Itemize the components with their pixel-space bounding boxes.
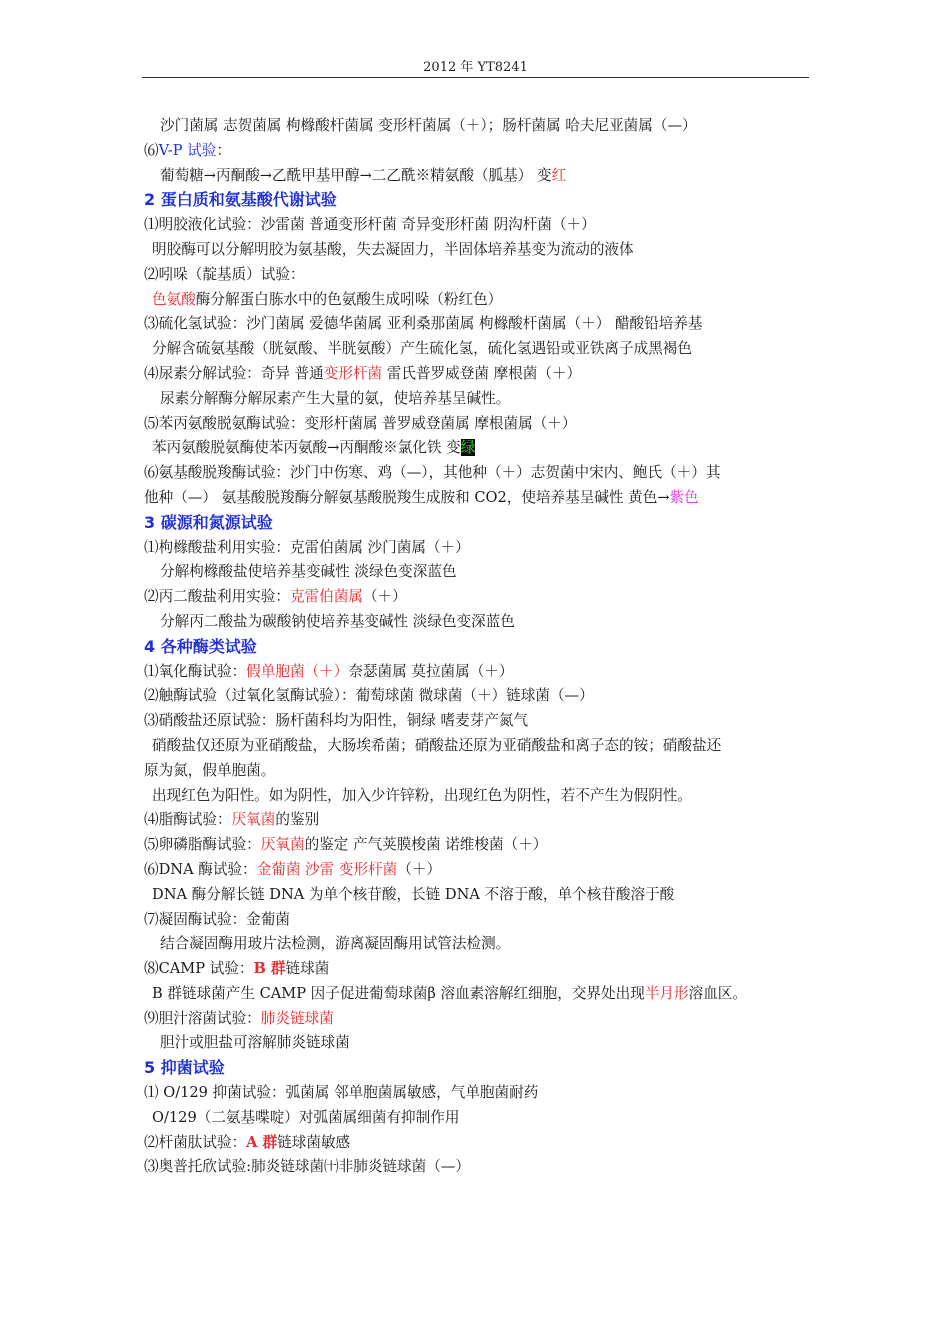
text-segment: 雷氏普罗威登菌 摩根菌（＋）: [382, 364, 582, 382]
text-line: [144, 759, 808, 784]
header-rule: [142, 77, 809, 78]
text-segment: 明胶酶可以分解明胶为氨基酸，失去凝固力，半固体培养基变为流动的液体: [152, 240, 634, 258]
text-line: [144, 610, 808, 635]
text-line: [144, 1081, 808, 1106]
text-line: [144, 1106, 808, 1131]
text-segment: 4 各种酶类试验: [144, 636, 257, 656]
text-segment: 半月形: [644, 984, 689, 1002]
text-line: [144, 1007, 808, 1032]
text-segment: ⑹氨基酸脱羧酶试验：沙门中伤寒、鸡（—），其他种（＋）志贺菌中宋内、鲍氏（＋）其: [144, 464, 721, 482]
text-segment: 链球菌敏感: [277, 1133, 351, 1151]
text-segment: （＋）: [362, 588, 407, 606]
text-line: [144, 536, 808, 561]
text-segment: ⑹DNA 酶试验：: [144, 860, 257, 878]
text-segment: 肺炎链球菌: [260, 1009, 334, 1027]
text-line: [144, 486, 808, 511]
text-line: [144, 288, 808, 313]
text-line: [144, 461, 808, 486]
text-line: [144, 387, 808, 412]
text-segment: ⑴枸橼酸盐利用实验：克雷伯菌属 沙门菌属（＋）: [144, 538, 470, 556]
text-segment: 变形杆菌: [323, 364, 383, 382]
text-segment: 硝酸盐仅还原为亚硝酸盐，大肠埃希菌；硝酸盐还原为亚硝酸盐和离子态的铵；硝酸盐还: [152, 736, 722, 754]
text-segment: ⑼胆汁溶菌试验：: [144, 1009, 261, 1027]
text-segment: ⑶硝酸盐还原试验：肠杆菌科均为阳性，铜绿 嗜麦芽产氮气: [144, 712, 529, 730]
text-segment: 原为氮，假单胞菌。: [144, 761, 276, 779]
text-segment: ⑵触酶试验（过氧化氢酶试验）：葡萄球菌 微球菌（＋）链球菌（—）: [144, 687, 594, 705]
text-segment: ⑻CAMP 试验：: [144, 960, 254, 978]
text-line: [144, 362, 808, 387]
text-segment: 的鉴定 产气荚膜梭菌 诺维梭菌（＋）: [304, 836, 548, 854]
text-line: [144, 858, 808, 883]
text-segment: ⑴ O/129 抑菌试验：弧菌属 邻单胞菌属敏感，气单胞菌耐药: [144, 1084, 539, 1102]
text-segment: V-P 试验: [158, 141, 217, 159]
text-line: [144, 164, 808, 189]
text-segment: 结合凝固酶用玻片法检测，游离凝固酶用试管法检测。: [160, 935, 511, 953]
text-segment: 厌氧菌: [231, 811, 276, 829]
text-segment: ：: [216, 141, 231, 159]
text-segment: ⑷脂酶试验：: [144, 811, 232, 829]
text-segment: 2 蛋白质和氨基酸代谢试验: [144, 190, 337, 210]
text-line: [144, 560, 808, 585]
text-segment: DNA 酶分解长链 DNA 为单个核苷酸，长链 DNA 不溶于酸，单个核苷酸溶于酸: [152, 885, 675, 903]
text-segment: B 群: [253, 960, 286, 978]
text-line: [144, 263, 808, 288]
text-segment: 厌氧菌: [260, 836, 305, 854]
section-heading: [144, 635, 808, 660]
text-line: [144, 883, 808, 908]
text-line: [144, 957, 808, 982]
text-line: [144, 833, 808, 858]
text-segment: 溶血区。: [688, 984, 747, 1002]
text-segment: 克雷伯菌属: [289, 588, 363, 606]
section-heading: [144, 188, 808, 213]
text-line: [144, 412, 808, 437]
text-segment: 尿素分解酶分解尿素产生大量的氨，使培养基呈碱性。: [160, 389, 511, 407]
text-segment: 分解枸橼酸盐使培养基变碱性 淡绿色变深蓝色: [160, 563, 457, 581]
text-line: [144, 337, 808, 362]
text-segment: ⑸卵磷脂酶试验：: [144, 836, 261, 854]
text-segment: ⑵丙二酸盐利用实验：: [144, 588, 290, 606]
text-segment: ⑶奥普托欣试验:肺炎链球菌㈩非肺炎链球菌（—）: [144, 1158, 470, 1176]
text-segment: 分解丙二酸盐为碳酸钠使培养基变碱性 淡绿色变深蓝色: [160, 612, 515, 630]
text-segment: 5 抑菌试验: [144, 1058, 225, 1078]
text-segment: ⑹: [144, 141, 159, 159]
text-segment: 沙门菌属 志贺菌属 枸橼酸杆菌属 变形杆菌属（＋）；肠杆菌属 哈夫尼亚菌属（—）: [160, 117, 697, 134]
text-line: [144, 1155, 808, 1180]
text-line: [144, 1031, 808, 1056]
text-line: [144, 784, 808, 809]
text-line: [144, 436, 808, 461]
text-segment: 苯丙氨酸脱氨酶使苯丙氨酸→丙酮酸※氯化铁 变: [152, 439, 461, 457]
text-segment: ⑴明胶液化试验：沙雷菌 普通变形杆菌 奇异变形杆菌 阴沟杆菌（＋）: [144, 216, 596, 234]
text-line: [144, 213, 808, 238]
text-segment: 出现红色为阳性。如为阴性，加入少许锌粉，出现红色为阴性，若不产生为假阴性。: [152, 786, 692, 804]
document-body: [144, 114, 808, 1180]
text-segment: ⑷尿素分解试验：奇异 普通: [144, 364, 324, 382]
text-segment: 红: [551, 166, 567, 184]
text-segment: ⑵吲哚（靛基质）试验：: [144, 265, 305, 283]
text-segment: 金葡菌 沙雷 变形杆菌: [256, 860, 398, 878]
text-segment: ⑶硫化氢试验：沙门菌属 爱德华菌属 亚利桑那菌属 枸橼酸杆菌属（＋） 醋酸铅培养基: [144, 315, 703, 333]
text-line: [144, 114, 808, 139]
text-segment: 葡萄糖→丙酮酸→乙酰甲基甲醇→二乙酰※精氨酸（胍基） 变: [160, 166, 552, 184]
text-segment: 假单胞菌（＋）: [246, 662, 349, 680]
text-segment: 的鉴别: [275, 811, 320, 829]
text-line: [144, 982, 808, 1007]
text-line: [144, 238, 808, 263]
text-segment: 3 碳源和氮源试验: [144, 512, 273, 532]
page-header: 2012 年 YT8241: [423, 60, 528, 75]
text-segment: ⑴氧化酶试验：: [144, 662, 247, 680]
text-segment: 他种（—） 氨基酸脱羧酶分解氨基酸脱羧生成胺和 CO2，使培养基呈碱性 黄色→: [144, 488, 670, 506]
text-segment: 酶分解蛋白胨水中的色氨酸生成吲哚（粉红色）: [195, 290, 503, 308]
section-heading: [144, 511, 808, 536]
section-heading: [144, 1056, 808, 1081]
text-segment: 绿: [460, 439, 476, 457]
text-segment: （＋）: [397, 860, 442, 878]
text-line: [144, 312, 808, 337]
text-line: [144, 139, 808, 164]
text-line: [144, 585, 808, 610]
text-line: [144, 660, 808, 685]
text-segment: ⑵杆菌肽试验：: [144, 1133, 247, 1151]
text-segment: 链球菌: [285, 960, 330, 978]
text-segment: A 群: [246, 1133, 278, 1151]
text-segment: 奈瑟菌属 莫拉菌属（＋）: [348, 662, 514, 680]
text-line: [144, 908, 808, 933]
text-line: [144, 684, 808, 709]
text-segment: 色氨酸: [152, 290, 196, 308]
text-line: [144, 808, 808, 833]
text-segment: B 群链球菌产生 CAMP 因子促进葡萄球菌β 溶血素溶解红细胞，交界处出现: [152, 984, 645, 1002]
text-segment: 胆汁或胆盐可溶解肺炎链球菌: [160, 1034, 350, 1052]
text-line: [144, 734, 808, 759]
text-segment: 分解含硫氨基酸（胱氨酸、半胱氨酸）产生硫化氢，硫化氢遇铅或亚铁离子成黑褐色: [152, 340, 692, 358]
text-segment: 紫色: [669, 488, 699, 506]
text-line: [144, 932, 808, 957]
text-line: [144, 1131, 808, 1156]
text-segment: ⑺凝固酶试验：金葡菌: [144, 910, 290, 928]
text-line: [144, 709, 808, 734]
text-segment: ⑸苯丙氨酸脱氨酶试验：变形杆菌属 普罗威登菌属 摩根菌属（＋）: [144, 414, 577, 432]
text-segment: O/129（二氨基喋啶）对弧菌属细菌有抑制作用: [152, 1108, 460, 1126]
